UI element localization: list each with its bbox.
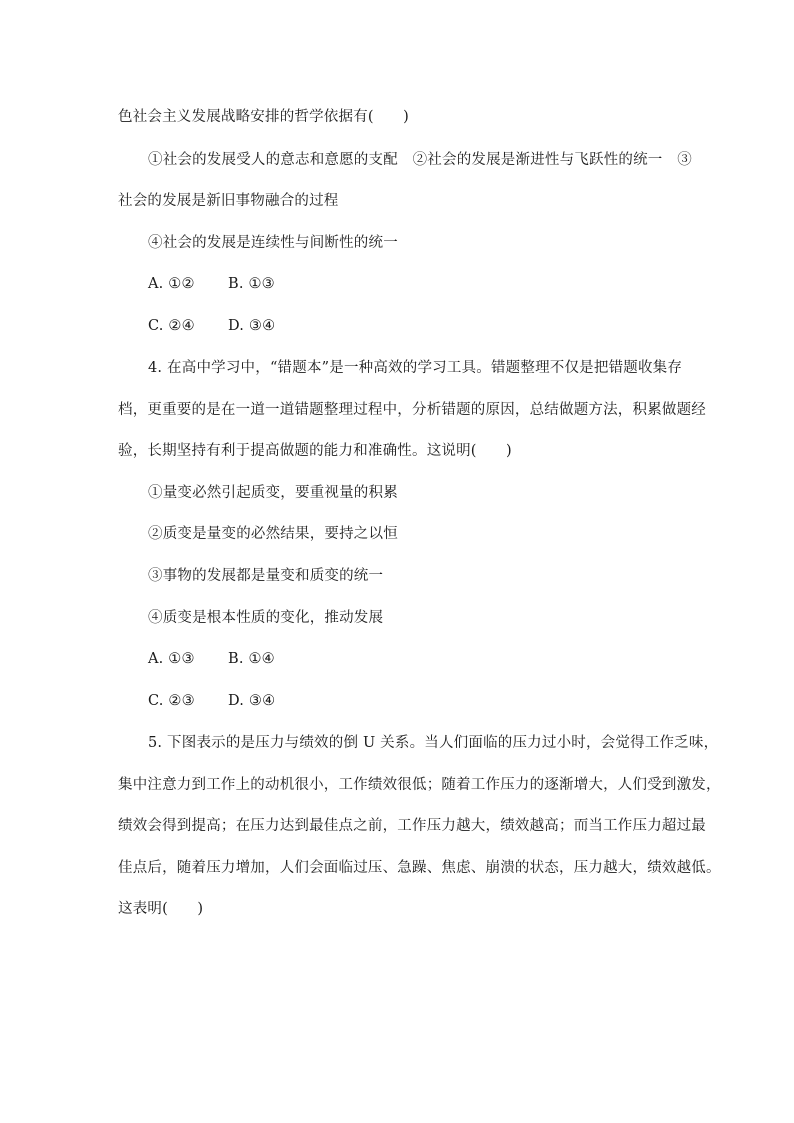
- q4-statement-3: ③事物的发展都是量变和质变的统一: [148, 568, 384, 584]
- q3-option-d: D. ③④: [228, 318, 276, 334]
- q4-option-d: D. ③④: [228, 693, 276, 709]
- q3-option-b: B. ①③: [228, 276, 275, 292]
- q4-option-a: A. ①③: [148, 651, 195, 667]
- q3-option-c: C. ②④: [148, 318, 195, 334]
- q4-options-row-2: [148, 691, 275, 711]
- q4-stem-line-3: 验，长期坚持有利于提高做题的能力和准确性。这说明( ): [118, 443, 512, 459]
- q4-stem-line-1: 4. 在高中学习中，“错题本”是一种高效的学习工具。错题整理不仅是把错题收集存: [148, 360, 683, 376]
- q5-stem-line-5: 这表明( ): [118, 901, 204, 917]
- q3-statement-line-1: ①社会的发展受人的意志和意愿的支配 ②社会的发展是渐进性与飞跃性的统一 ③: [148, 152, 692, 168]
- q5-stem-line-1: 5. 下图表示的是压力与绩效的倒 U 关系。当人们面临的压力过小时，会觉得工作乏味，: [148, 735, 719, 751]
- q3-statement-line-3: ④社会的发展是连续性与间断性的统一: [148, 235, 398, 251]
- q5-stem-line-3: 绩效会得到提高；在压力达到最佳点之前，工作压力越大，绩效越高；而当工作压力超过最: [118, 818, 706, 834]
- q5-stem-line-4: 佳点后，随着压力增加，人们会面临过压、急躁、焦虑、崩溃的状态，压力越大，绩效越低。: [118, 860, 721, 876]
- q3-options-row-2: [148, 316, 275, 336]
- q3-option-a: A. ①②: [148, 276, 195, 292]
- q4-statement-2: ②质变是量变的必然结果，要持之以恒: [148, 526, 398, 542]
- q4-statement-1: ①量变必然引起质变，要重视量的积累: [148, 485, 398, 501]
- q5-stem-line-2: 集中注意力到工作上的动机很小，工作绩效很低；随着工作压力的逐渐增大，人们受到激发，: [118, 777, 721, 793]
- q3-stem-tail: 色社会主义发展战略安排的哲学依据有( ): [118, 109, 410, 125]
- q4-statement-4: ④质变是根本性质的变化，推动发展: [148, 610, 384, 626]
- q3-statement-line-2: 社会的发展是新旧事物融合的过程: [118, 193, 339, 209]
- q4-stem-line-2: 档，更重要的是在一道一道错题整理过程中，分析错题的原因，总结做题方法，积累做题经: [118, 402, 706, 418]
- q4-option-c: C. ②③: [148, 693, 195, 709]
- q4-options-row-1: [148, 649, 275, 669]
- q3-options-row-1: [148, 274, 275, 294]
- q4-option-b: B. ①④: [228, 651, 275, 667]
